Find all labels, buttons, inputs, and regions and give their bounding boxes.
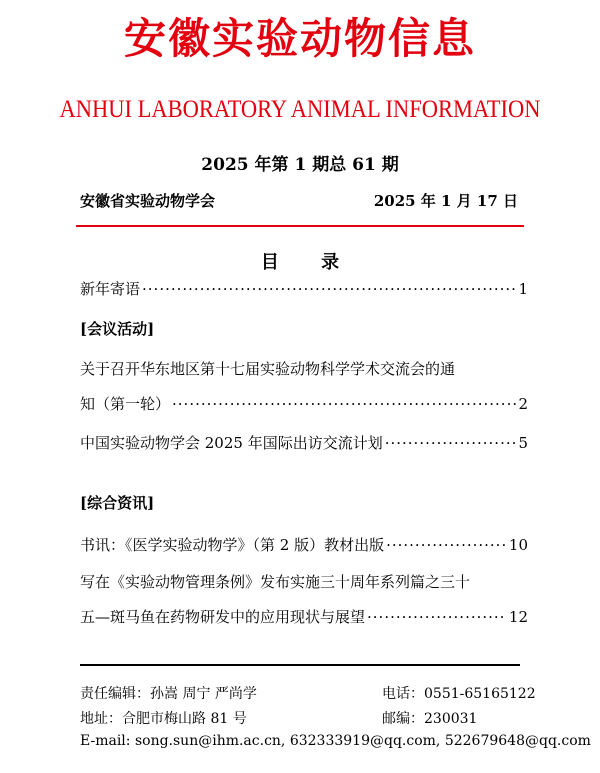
toc-leader-dots [142, 280, 516, 298]
toc-item-title: 书讯：《医学实验动物学》（第 2 版）教材出版 [80, 536, 385, 554]
footer-email[interactable]: E-mail: song.sun@ihm.ac.cn, 632333919@qq.com, 522679648@qq.com [80, 733, 591, 749]
toc-leader-dots [385, 434, 517, 452]
toc-leader-dots [367, 608, 507, 626]
toc-item-east-china-conference[interactable]: 关于召开华东地区第十七届实验动物科学学术交流会的通 [80, 360, 456, 378]
toc-item-title: 五—斑马鱼在药物研发中的应用现状与展望 [80, 608, 366, 626]
footer-postcode: 邮编：230031 [382, 711, 478, 727]
toc-item-new-year[interactable] [80, 278, 528, 299]
toc-item-regulation-anniversary[interactable]: 写在《实验动物管理条例》发布实施三十周年系列篇之三十 [80, 573, 471, 591]
toc-heading: 目 录 [260, 252, 340, 273]
toc-item-title: 中国实验动物学会 2025 年国际出访交流计划 [80, 434, 383, 452]
section-news: [综合资讯] [80, 494, 155, 512]
toc-item-book-news[interactable] [80, 534, 528, 555]
footer-phone: 电话：0551-65165122 [382, 686, 536, 702]
footer-editors: 责任编辑：孙嵩 周宁 严尚学 [80, 686, 257, 702]
toc-leader-dots [386, 536, 507, 554]
toc-item-regulation-anniversary-cont[interactable] [80, 606, 528, 627]
society-name: 安徽省实验动物学会 [80, 192, 216, 210]
issue-number: 2025 年第 1 期总 61 期 [201, 155, 399, 175]
toc-item-title: 知（第一轮） [80, 395, 171, 413]
newsletter-title-en: ANHUI LABORATORY ANIMAL INFORMATION [59, 96, 541, 123]
toc-item-international-exchange[interactable] [80, 432, 528, 453]
toc-item-title: 新年寄语 [80, 280, 141, 298]
toc-item-page: 12 [508, 608, 528, 626]
issue-date: 2025 年 1 月 17 日 [373, 192, 518, 210]
toc-leader-dots [172, 395, 516, 413]
toc-item-page: 5 [518, 434, 528, 452]
header-divider [76, 225, 524, 227]
toc-item-page: 1 [518, 280, 528, 298]
footer-divider [80, 664, 520, 666]
footer-address: 地址：合肥市梅山路 81 号 [80, 711, 247, 727]
section-meetings: [会议活动] [80, 320, 155, 338]
toc-item-page: 2 [518, 395, 528, 413]
toc-item-page: 10 [508, 536, 528, 554]
newsletter-title-cn: 安徽实验动物信息 [123, 14, 476, 63]
toc-item-east-china-conference-cont[interactable] [80, 393, 528, 414]
